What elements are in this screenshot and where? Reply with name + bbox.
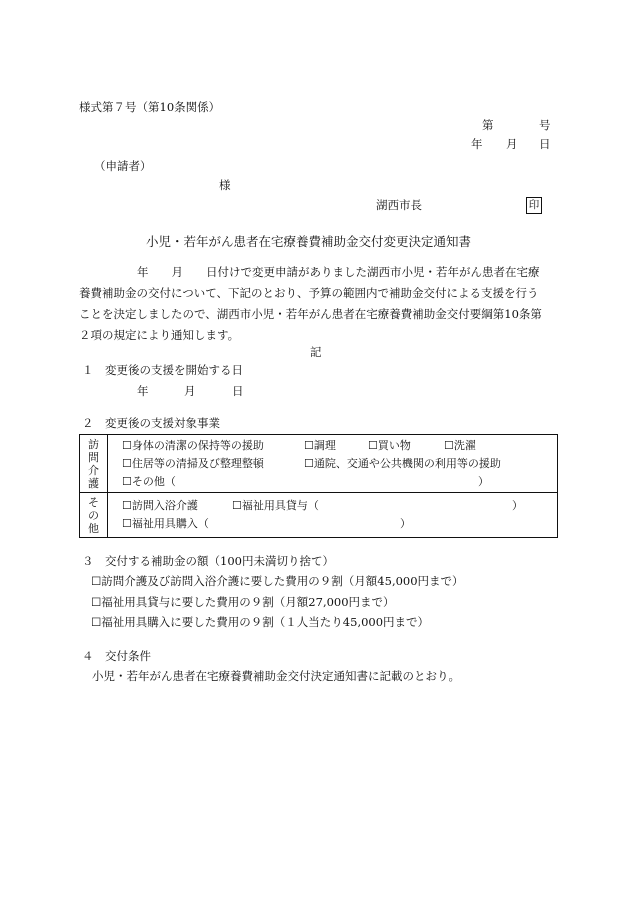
- checkbox-body-care[interactable]: ☐身体の清潔の保持等の援助: [122, 438, 264, 452]
- section1-day: 日: [232, 384, 244, 398]
- category-other: [80, 493, 108, 538]
- section1-month: 月: [184, 384, 196, 398]
- checkbox-other[interactable]: ☐その他（: [122, 474, 176, 488]
- paren-close: ）: [400, 517, 411, 530]
- category-char: 訪: [88, 437, 99, 451]
- paren-close: ）: [478, 474, 489, 488]
- section2-heading: ２ 変更後の支援対象事業: [82, 416, 220, 430]
- date-year: 年: [471, 137, 483, 151]
- body-line: ２項の規定により通知します。: [79, 328, 240, 342]
- subsidy-option-home-care[interactable]: ☐訪問介護及び訪問入浴介護に要した費用の９割（月額45,000円まで）: [91, 574, 464, 588]
- issuer-name: 湖西市長: [376, 198, 422, 212]
- checkbox-bathing-care[interactable]: ☐訪問入浴介護: [122, 499, 198, 512]
- date-month: 月: [506, 137, 518, 151]
- category-char: 問: [88, 450, 99, 464]
- sama-label: 様: [219, 178, 231, 192]
- body-line: ことを決定しましたので、湖西市小児・若年がん患者在宅療養費補助金交付要綱第10条第: [79, 307, 542, 321]
- service-row-home-care: [80, 435, 558, 493]
- service-row-other: [80, 493, 558, 538]
- category-home-care: [80, 435, 108, 493]
- subsidy-option-purchase[interactable]: ☐福祉用具購入に要した費用の９割（１人当たり45,000円まで）: [91, 615, 430, 629]
- checkbox-equipment-purchase[interactable]: ☐福祉用具購入（: [122, 517, 209, 530]
- checkbox-cooking[interactable]: ☐調理: [304, 438, 336, 452]
- ki-label: 記: [310, 345, 322, 359]
- document-title: 小児・若年がん患者在宅療養費補助金交付変更決定通知書: [146, 234, 472, 249]
- paren-close: ）: [512, 499, 523, 512]
- body-line: 養費補助金の交付について、下記のとおり、予算の範囲内で補助金交付による支援を行う: [79, 286, 539, 300]
- date-day: 日: [539, 137, 551, 151]
- category-char: 護: [88, 476, 99, 490]
- seal-mark: 印: [526, 197, 542, 214]
- other-options: [108, 493, 558, 538]
- applicant-label: （申請者）: [94, 159, 152, 173]
- section1-year: 年: [137, 384, 149, 398]
- subsidy-option-rental[interactable]: ☐福祉用具貸与に要した費用の９割（月額27,000円まで）: [91, 595, 395, 609]
- checkbox-equipment-rental[interactable]: ☐福祉用具貸与（: [232, 499, 319, 512]
- checkbox-laundry[interactable]: ☐洗濯: [444, 438, 476, 452]
- category-char: 介: [88, 463, 99, 477]
- checkbox-transport-assist[interactable]: ☐通院、交通や公共機関の利用等の援助: [304, 456, 501, 470]
- section4-text: 小児・若年がん患者在宅療養費補助金交付決定通知書に記載のとおり。: [92, 669, 460, 683]
- home-care-options: [108, 435, 558, 493]
- category-char: そ: [88, 495, 99, 509]
- checkbox-cleaning[interactable]: ☐住居等の清掃及び整理整頓: [122, 456, 264, 470]
- doc-number-go: 号: [539, 118, 551, 132]
- body-line: 年 月 日付けで変更申請がありました湖西市小児・若年がん患者在宅療: [137, 265, 540, 279]
- form-number: 様式第７号（第10条関係）: [79, 100, 221, 114]
- category-char: 他: [88, 521, 99, 535]
- service-table: [79, 434, 558, 538]
- category-char: の: [88, 508, 99, 522]
- section3-heading: ３ 交付する補助金の額（100円未満切り捨て）: [82, 554, 334, 568]
- body-paragraph: [79, 262, 542, 346]
- section4-heading: ４ 交付条件: [82, 649, 151, 663]
- section1-heading: １ 変更後の支援を開始する日: [82, 363, 243, 377]
- checkbox-shopping[interactable]: ☐買い物: [368, 438, 411, 452]
- doc-number-dai: 第: [482, 118, 494, 132]
